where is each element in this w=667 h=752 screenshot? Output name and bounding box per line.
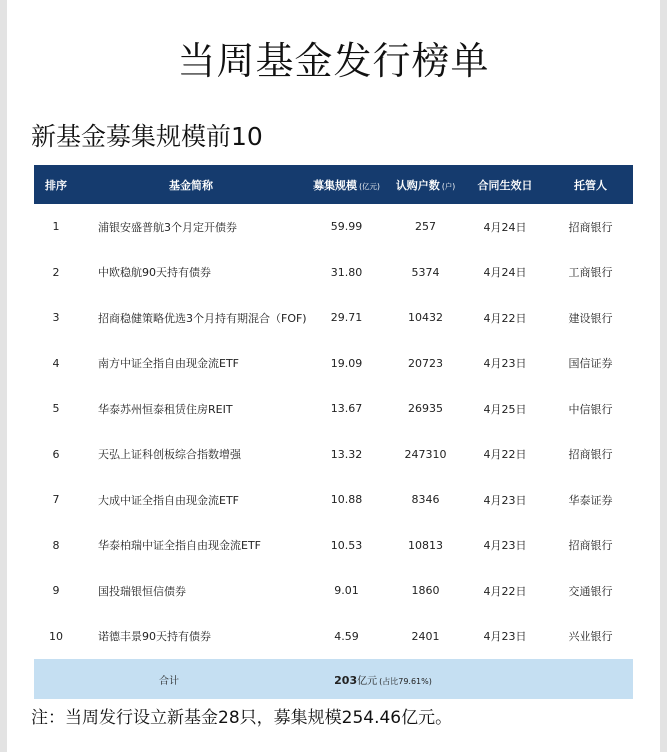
table-row (34, 204, 633, 250)
table-row (34, 477, 633, 523)
cell-effective-date: 4月23日 (483, 630, 527, 644)
header-custodian: 托管人 (574, 178, 607, 192)
cell-fund-name: 国投瑞银恒信债券 (98, 584, 186, 598)
header-scale-label: 募集规模 (313, 178, 358, 192)
cell-custodian: 国信证券 (568, 357, 613, 371)
table-row (34, 523, 633, 569)
header-subscribers (389, 165, 462, 204)
cell-subscribers: 1860 (411, 584, 440, 598)
cell-rank: 9 (52, 584, 60, 598)
cell-scale: 29.71 (330, 311, 363, 325)
cell-subscribers: 8346 (411, 493, 440, 507)
cell-rank: 1 (52, 220, 60, 234)
cell-custodian: 中信银行 (568, 402, 613, 416)
cell-scale: 4.59 (334, 629, 359, 643)
cell-fund-name: 诺德丰景90天持有债券 (98, 630, 211, 644)
table-row (34, 432, 633, 478)
cell-effective-date: 4月22日 (483, 584, 527, 598)
cell-rank: 10 (49, 629, 63, 643)
table-row (34, 295, 633, 341)
cell-fund-name: 招商稳健策略优选3个月持有期混合（FOF) (98, 311, 307, 325)
report-page (7, 0, 660, 752)
cell-rank: 5 (52, 402, 60, 416)
cell-scale: 13.67 (330, 402, 363, 416)
cell-effective-date: 4月24日 (483, 220, 527, 234)
cell-rank: 6 (52, 447, 60, 461)
total-value-cell (304, 659, 462, 699)
footnote: 注：当周发行设立新基金28只，募集规模254.46亿元。 (31, 708, 453, 728)
cell-subscribers: 257 (415, 220, 436, 234)
cell-custodian: 兴业银行 (568, 630, 613, 644)
cell-effective-date: 4月25日 (483, 402, 527, 416)
total-value: 203 (334, 673, 358, 687)
cell-custodian: 招商银行 (568, 539, 613, 553)
cell-custodian: 交通银行 (568, 584, 613, 598)
cell-fund-name: 天弘上证科创板综合指数增强 (98, 448, 241, 462)
cell-fund-name: 南方中证全指自由现金流ETF (98, 357, 239, 371)
cell-fund-name: 大成中证全指自由现金流ETF (98, 493, 239, 507)
cell-subscribers: 2401 (411, 629, 440, 643)
cell-subscribers: 26935 (408, 402, 443, 416)
table-header-row (34, 165, 633, 204)
cell-effective-date: 4月23日 (483, 493, 527, 507)
cell-effective-date: 4月23日 (483, 539, 527, 553)
cell-rank: 3 (52, 311, 60, 325)
total-share: (占比79.61%) (379, 676, 432, 686)
cell-subscribers: 5374 (411, 265, 440, 279)
cell-subscribers: 247310 (404, 447, 447, 461)
total-unit: 亿元 (357, 675, 378, 687)
table-row (34, 341, 633, 387)
cell-fund-name: 中欧稳航90天持有债券 (98, 266, 211, 280)
cell-fund-name: 华泰苏州恒泰租赁住房REIT (98, 402, 233, 416)
cell-scale: 19.09 (330, 356, 363, 370)
cell-rank: 4 (52, 356, 60, 370)
cell-subscribers: 10432 (408, 311, 443, 325)
cell-scale: 13.32 (330, 447, 363, 461)
cell-custodian: 工商银行 (568, 266, 613, 280)
section-title: 新基金募集规模前10 (31, 122, 263, 151)
cell-rank: 2 (52, 265, 60, 279)
cell-custodian: 建设银行 (568, 311, 613, 325)
header-subscribers-label: 认购户数 (395, 178, 440, 192)
header-rank: 排序 (45, 178, 67, 192)
cell-effective-date: 4月22日 (483, 448, 527, 462)
page-title: 当周基金发行榜单 (177, 39, 490, 83)
total-empty-cell (462, 659, 633, 699)
cell-effective-date: 4月22日 (483, 311, 527, 325)
cell-rank: 7 (52, 493, 60, 507)
table-row (34, 614, 633, 660)
header-name: 基金简称 (169, 178, 213, 192)
table-row (34, 250, 633, 296)
header-scale-unit: (亿元) (359, 181, 380, 191)
cell-custodian: 华泰证券 (568, 493, 613, 507)
cell-fund-name: 浦银安盛普航3个月定开债券 (98, 220, 237, 234)
cell-subscribers: 10813 (408, 538, 443, 552)
header-scale (304, 165, 389, 204)
cell-scale: 10.88 (330, 493, 363, 507)
cell-custodian: 招商银行 (568, 448, 613, 462)
cell-scale: 59.99 (330, 220, 363, 234)
cell-rank: 8 (52, 538, 60, 552)
table-total-row (34, 659, 633, 699)
table-row (34, 568, 633, 614)
cell-subscribers: 20723 (408, 356, 443, 370)
table-row (34, 386, 633, 432)
total-label: 合计 (159, 675, 179, 687)
fund-ranking-table (34, 165, 633, 699)
cell-effective-date: 4月24日 (483, 266, 527, 280)
cell-scale: 31.80 (330, 265, 363, 279)
cell-effective-date: 4月23日 (483, 357, 527, 371)
header-effective-date: 合同生效日 (477, 178, 533, 192)
cell-custodian: 招商银行 (568, 220, 613, 234)
header-subscribers-unit: (户) (441, 181, 456, 191)
cell-scale: 9.01 (334, 584, 359, 598)
cell-fund-name: 华泰柏瑞中证全指自由现金流ETF (98, 539, 261, 553)
cell-scale: 10.53 (330, 538, 363, 552)
